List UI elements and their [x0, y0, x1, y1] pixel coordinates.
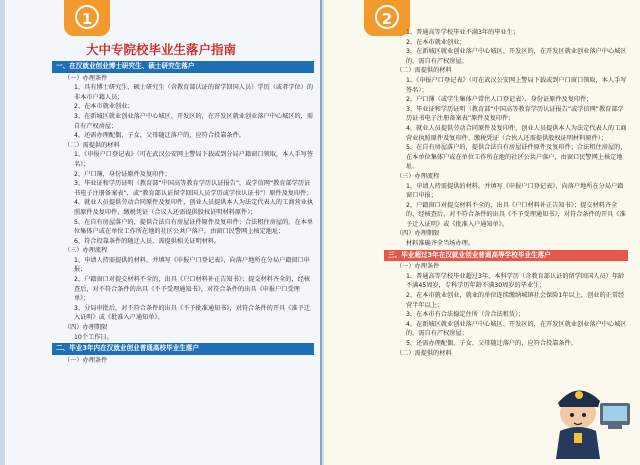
right-content [384, 28, 628, 358]
left-content [52, 60, 314, 365]
body-paragraph: 3、毕业证和学历证明（教育部“中国高等教育学历认证报告”，或学信网“教育部学历证书电子注册备案表”，或“教育部认证留学回国人员学历或学位认证书”）原件及复印件； [74, 180, 313, 197]
body-paragraph: 1、《申报户口登记表》（可在武汉公安网上警局下载或到分局户籍窗口领取，本人手写签名）； [74, 151, 314, 168]
section-header: 一、在汉就业创业博士研究生、硕士研究生落户 [52, 61, 314, 73]
body-paragraph: 5、还需办理配偶、子女、父母随迁落户的，应符合投靠条件。 [406, 340, 577, 347]
page-number: 1 [75, 5, 99, 29]
body-paragraph: 4、还需办理配偶、子女、父母随迁落户的，应符合投靠条件。 [74, 132, 245, 140]
subsection-heading: （二）需提供的材料 [396, 67, 452, 75]
body-paragraph: 2、户籍窗口对提交材料不全的，出具《户口材料补正告知书》；提交材料齐全的，经核查后，对不符合条件的出具《不予受理通知书》，对符合条件的开具《准予迁入证明》或《批准入户通知单》。 [406, 201, 626, 228]
subsection-heading: （三）办理流程 [396, 172, 440, 180]
subsection-heading: （三）办理流程 [64, 247, 108, 255]
body-paragraph: 1、申请人持需提供的材料，并填写《申报户口登记表》，向落户地所在分局户籍窗口申报； [74, 256, 310, 274]
page-number: 2 [375, 5, 399, 29]
body-paragraph: 2、户口簿（或学生集体户常住人口登记表）、身份证原件及复印件； [406, 96, 593, 104]
body-paragraph: 1、普通高等学校毕业不满3年的毕业生； [406, 29, 520, 36]
body-paragraph: 3、在新城区就业创业落户中心城区、开发区的，在开发区就业创业落户中心城区的，需自有产权房屋； [74, 112, 314, 130]
body-paragraph: 5、在自有房屋落户的，提供合法自有房屋证件原件及复印件；合法租住房屋的，在本单位集体户或在单位工作所在地的社区公共户落户，由窗口民警网上核定地址； [74, 218, 314, 236]
body-paragraph: 2、在本市就业创业； [406, 38, 466, 46]
body-paragraph: 4、在新城区就业创业落户中心城区、开发区的，在开发区就业创业落户中心城区的，需自有产权房屋； [406, 320, 627, 338]
subsection-heading: （四）办理期限 [64, 324, 108, 332]
body-paragraph: 1、普通高等学校毕业超过3年，本科学历（含教育部认证的留学回国人员）年龄不满45周岁，专科学历年龄不满30周岁的毕业生； [406, 272, 625, 290]
section-header: 二、毕业3年内在汉就业创业普通高校毕业生落户 [52, 343, 314, 355]
body-paragraph: 4、就业人员提供劳动合同原件及复印件，创业人员提供本人为法定代表人的工商营业执照原件及复印件、缴税凭证（合伙人还需提供股权证明材料原件）； [406, 124, 627, 142]
left-edge-strip [0, 0, 5, 465]
body-paragraph: 10个工作日。 [74, 333, 113, 341]
subsection-heading: （四）办理期限 [396, 230, 440, 238]
body-paragraph: 3、在本市有合法稳定住所（含合法租赁）； [406, 311, 525, 319]
subsection-heading: （二）需提供的材料 [64, 141, 120, 149]
right-page [324, 0, 640, 465]
body-paragraph: 1、申请人持需提供的材料，并填写《申报户口登记表》，向落户地所在分局户籍窗口申报； [406, 182, 624, 200]
subsection-heading: （二）需提供的材料 [396, 349, 452, 357]
body-paragraph: 2、在本市就业创业，就业的单位连续缴纳城镇社会保险1年以上，创业的正常经营半年以上； [406, 292, 625, 309]
subsection-heading: （一）办理条件 [64, 74, 108, 82]
body-paragraph: 5、在自有房屋落户的，提供合法自有房屋证件原件及复印件；合法租住房屋的，在本单位集体户或在单位工作所在地的社区公共户落户，由窗口民警网上核定地址。 [406, 144, 627, 171]
page-number-tab [64, 0, 110, 36]
body-paragraph: 1、具有博士研究生、硕士研究生（含教育部认证的留学回国人员）学历（或者学位）的非本市户籍人员； [74, 84, 314, 101]
body-paragraph: 材料准确齐全当场办理。 [406, 240, 475, 248]
body-paragraph: 4、就业人员提供劳动合同原件及复印件，创业人员提供本人为法定代表人的工商营业执照原件及复印件、缴税凭证（合议人还需提供股权证明材料原件）； [74, 199, 314, 216]
section-header: 三、毕业超过3年在汉就业创业普通高等学校毕业生落户 [384, 250, 628, 262]
body-paragraph: 3、毕业证和学历证明（教育部“中国高等教育学历认证报告”或学信网“教育部学历证书电子注册备案表”原件及复印件； [406, 105, 624, 123]
body-paragraph: 3、分局审批后，对不符合条件的出具《不予批准通知书》，对符合条件的开具《准予迁入证明》或《批准入户通知单》。 [74, 304, 310, 322]
body-paragraph: 3、在新城区就业创业落户中心城区、开发区的，在开发区就业创业落户中心城区的，需自有产权房屋。 [406, 48, 627, 65]
body-paragraph: 6、符合投靠条件的随迁人员，需提供相关证明材料。 [74, 237, 221, 245]
page-title: 大中专院校毕业生落户指南 [85, 42, 236, 57]
body-paragraph: 2、户口簿，身份证原件及复印件； [74, 170, 171, 178]
subsection-heading: （一）办理条件 [396, 263, 440, 271]
body-paragraph: 1、《申报户口登记表》（可在武汉公安网上警局下载或到户口窗口领取，本人手写签名）； [406, 76, 627, 94]
body-paragraph: 2、在本市就业创业； [74, 103, 134, 111]
body-paragraph: 2、户籍窗口对提交材料不全的，出具《户口材料补正告知书》；提交材料齐全的，经核查后，对不符合条件的出具《不予受理通知书》，对符合条件的出具《申报户口受理单》； [74, 276, 310, 303]
police-mascot-illustration [548, 373, 636, 459]
subsection-heading: （一）办理条件 [64, 356, 108, 364]
